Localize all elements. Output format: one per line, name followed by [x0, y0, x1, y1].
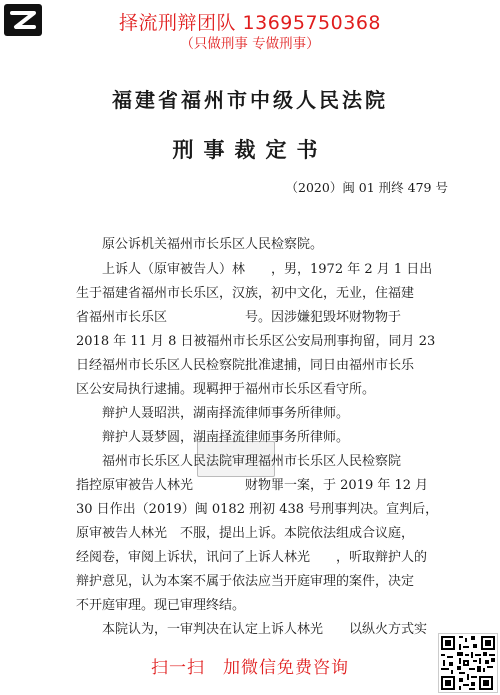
body-line: 辩护人聂昭洪，湖南择流律师事务所律师。	[102, 406, 350, 421]
footer-cta: 扫一扫 加微信免费咨询	[151, 658, 349, 678]
body-line: 经阅卷，审阅上诉状，讯问了上诉人林光 ，听取辩护人的	[76, 550, 428, 565]
body-line: 辩护意见，认为本案不属于依法应当开庭审理的案件，决定	[76, 574, 415, 589]
body-line: 指控原审被告人林光 财物罪一案，于 2019 年 12 月	[76, 478, 429, 493]
case-number: （2020）闽 01 刑终 479 号	[285, 180, 448, 195]
document-type: 刑事裁定书	[172, 137, 328, 162]
body-line: 上诉人（原审被告人）林 ，男，1972 年 2 月 1 日出	[102, 262, 433, 277]
qr-code-icon[interactable]	[438, 633, 498, 693]
body-line: 原审被告人林光 不服，提出上诉。本院依法组成合议庭，	[76, 526, 415, 541]
body-line: 福州市长乐区人民法院审理福州市长乐区人民检察院	[102, 454, 402, 469]
body-line: 2018 年 11 月 8 日被福州市长乐区公安局刑事拘留，同月 23	[76, 334, 436, 349]
body-line: 本院认为，一审判决在认定上诉人林光 以纵火方式实	[102, 622, 428, 637]
body-line: 生于福建省福州市长乐区，汉族，初中文化，无业，住福建	[76, 286, 415, 301]
body-line: 30 日作出（2019）闽 0182 刑初 438 号刑事判决。宣判后，	[76, 502, 439, 517]
body-line: 区公安局执行逮捕。现羁押于福州市长乐区看守所。	[76, 382, 376, 397]
court-name: 福建省福州市中级人民法院	[112, 88, 388, 112]
body-line: 不开庭审理。现已审理终结。	[76, 598, 246, 613]
body-line: 省福州市长乐区 号。因涉嫌犯毁坏财物物于	[76, 310, 402, 325]
body-line: 辩护人聂梦圆，湖南择流律师事务所律师。	[102, 430, 350, 445]
body-line: 日经福州市长乐区人民检察院批准逮捕，同日由福州市长乐	[76, 358, 415, 373]
body-line: 原公诉机关福州市长乐区人民检察院。	[102, 237, 324, 252]
banner-title: 择流刑辩团队 13695750368	[118, 12, 381, 34]
banner-subtitle: （只做刑事 专做刑事）	[180, 36, 320, 52]
